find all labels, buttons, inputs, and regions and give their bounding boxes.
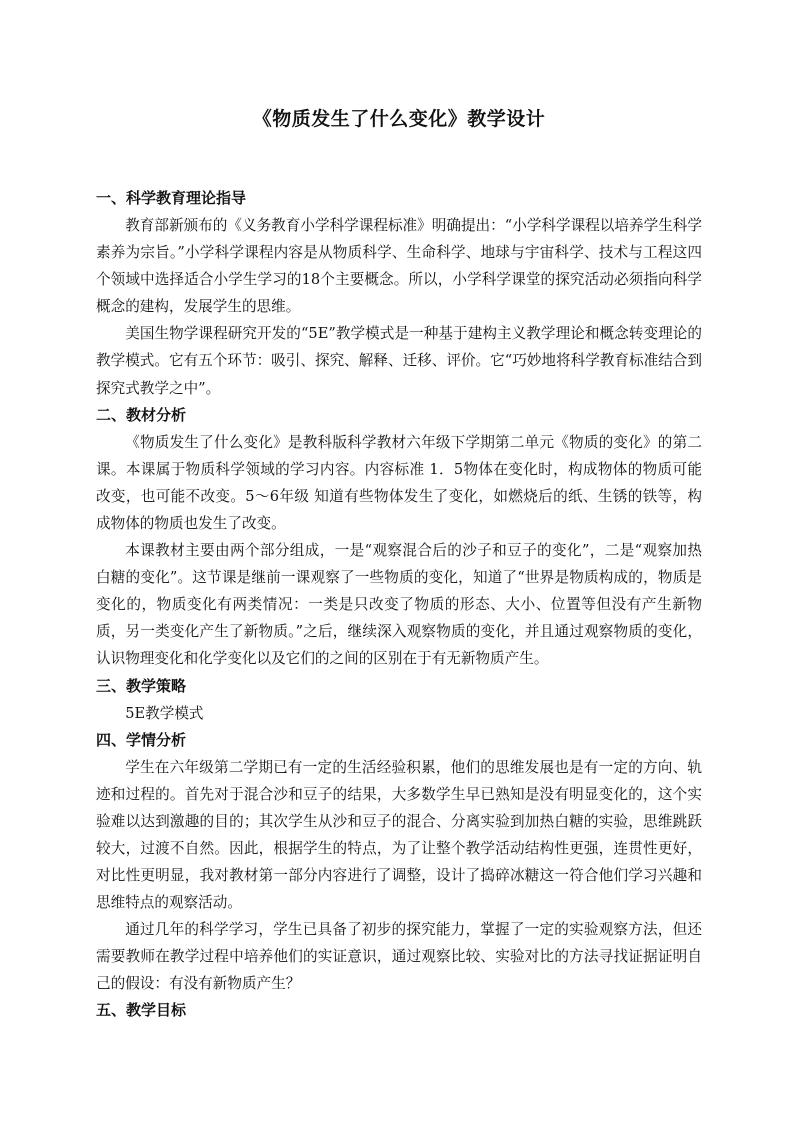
paragraph: 通过几年的科学学习，学生已具备了初步的探究能力，掌握了一定的实验观察方法，但还需要教师在教学过程中培养他们的实证意识，通过观察比较、实验对比的方法寻找证据证明自己的假设：有没有新物质产生？ [96,921,702,993]
paragraph: 教育部新颁布的《义务教育小学科学课程标准》明确提出：“小学科学课程以培养学生科学素养为宗旨。”小学科学课程内容是从物质科学、生命科学、地球与宇宙科学、技术与工程这四个领域中选择适合小学生学习的18个主要概念。所以，小学科学课堂的探究活动必须指向科学概念的建构，发展学生的思维。 [96,217,702,316]
paragraph: 本课教材主要由两个部分组成，一是“观察混合后的沙子和豆子的变化”，二是“观察加热白糖的变化”。这节课是继前一课观察了一些物质的变化，知道了“世界是物质构成的，物质是变化的，物质变化有两类情况：一类是只改变了物质的形态、大小、位置等但没有产生新物质，另一类变化产生了新物质。”之后，继续深入观察物质的变化，并且通过观察物质的变化，认识物理变化和化学变化以及它们的之间的区别在于有无新物质产生。 [96,542,702,668]
section-theory [96,185,702,402]
paragraph: 《物质发生了什么变化》是教科版科学教材六年级下学期第二单元《物质的变化》的第二课。本课属于物质科学领域的学习内容。内容标准 1．5物体在变化时，构成物体的物质可能改变，也可能不改变。5～6年级 知道有些物体发生了变化，如燃烧后的纸、生锈的铁等，构成物体的物质也发生了改变。 [96,433,702,532]
section-teaching-strategy [96,673,702,727]
section-heading: 一、科学教育理论指导 [96,189,247,207]
section-heading: 四、学情分析 [96,730,187,749]
document-title: 《物质发生了什么变化》教学设计 [252,108,546,130]
paragraph: 美国生物学课程研究开发的“5E”教学模式是一种基于建构主义教学理论和概念转变理论的教学模式。它有五个环节：吸引、探究、解释、迁移、评价。它“巧妙地将科学教育标准结合到探究式教学之中”。 [96,325,702,397]
paragraph: 学生在六年级第二学期已有一定的生活经验积累，他们的思维发展也是有一定的方向、轨迹和过程的。首先对于混合沙和豆子的结果，大多数学生早已熟知是没有明显变化的，这个实验难以达到激趣的目的；其次学生从沙和豆子的混合、分离实验到加热白糖的实验，思维跳跃较大，过渡不自然。因此，根据学生的特点，为了让整个教学活动结构性更强，连贯性更好，对比性更明显，我对教材第一部分内容进行了调整，设计了捣碎冰糖这一符合他们学习兴趣和思维特点的观察活动。 [96,758,702,911]
section-textbook-analysis [96,402,702,673]
section-heading: 二、教材分析 [96,405,187,424]
section-heading: 三、教学策略 [96,676,187,695]
section-teaching-goals [96,997,702,1024]
strategy-text: 5E教学模式 [125,704,204,722]
document-body [96,185,702,1024]
section-student-analysis [96,727,702,998]
section-heading: 五、教学目标 [96,1001,187,1020]
